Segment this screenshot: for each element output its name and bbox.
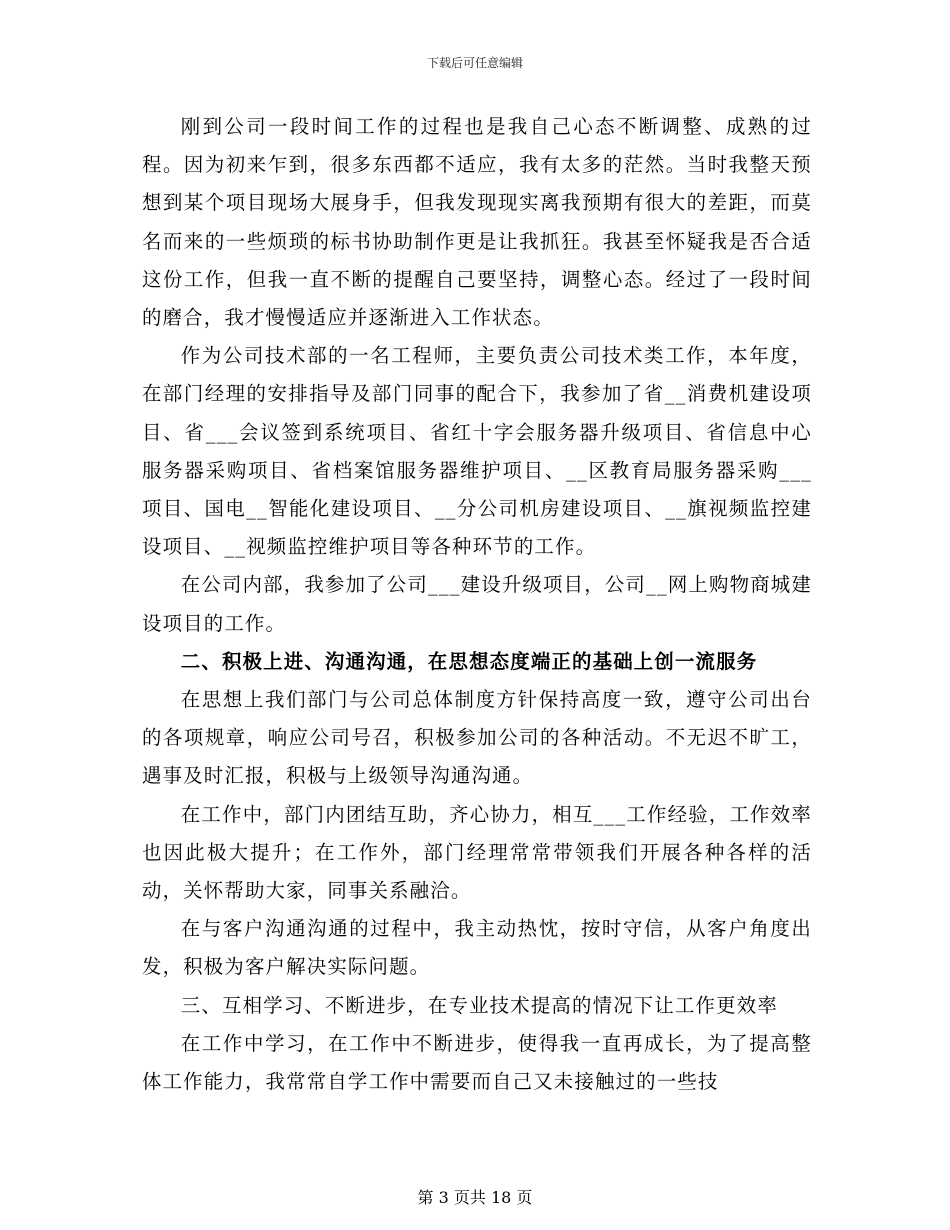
paragraph-learning: 在工作中学习，在工作中不断进步，使得我一直再成长，为了提高整体工作能力，我常常自学工作中需要而自己又未接触过的一些技: [142, 1031, 812, 1094]
paragraph-teamwork: 在工作中，部门内团结互助，齐心协力，相互___工作经验，工作效率也因此极大提升；在工作外，部门经理常常带领我们开展各种各样的活动，关怀帮助大家，同事关系融洽。: [142, 802, 812, 903]
page-header: 下载后可任意编辑: [426, 56, 523, 70]
paragraph-customers: 在与客户沟通沟通的过程中，我主动热忱，按时守信，从客户角度出发，积极为客户解决实际问题。: [142, 917, 812, 979]
paragraph-attitude: 在思想上我们部门与公司总体制度方针保持高度一致，遵守公司出台的各项规章，响应公司号召，积极参加公司的各种活动。不无迟不旷工，遇事及时汇报，积极与上级领导沟通沟通。: [142, 688, 812, 788]
section-heading-3: 三、互相学习、不断进步，在专业技术提高的情况下让工作更效率: [180, 993, 778, 1017]
section-heading-2: 二、积极上进、沟通沟通，在思想态度端正的基础上创一流服务: [180, 649, 758, 673]
paragraph-internal-projects: 在公司内部，我参加了公司___建设升级项目，公司__网上购物商城建设项目的工作。: [142, 573, 812, 635]
page-footer: 第 3 页共 18 页: [417, 1188, 533, 1207]
paragraph-projects: 作为公司技术部的一名工程师，主要负责公司技术类工作，本年度，在部门经理的安排指导及部门同事的配合下，我参加了省__消费机建设项目、省___会议签到系统项目、省红十字会服务器升级项目、省信息中心服务器采购项目、省档案馆服务器维护项目、__区教育局服务器采购___项目、国电__智能化建设项目、__分公司机房建设项目、__旗视频监控建设项目、__视频监控维护项目等各种环节的工作。: [142, 344, 812, 559]
document-body: [142, 108, 812, 1101]
paragraph-mindset: 刚到公司一段时间工作的过程也是我自己心态不断调整、成熟的过程。因为初来乍到，很多东西都不适应，我有太多的茫然。当时我整天预想到某个项目现场大展身手，但我发现现实离我预期有很大的差距，而莫名而来的一些烦琐的标书协助制作更是让我抓狂。我甚至怀疑我是否合适这份工作，但我一直不断的提醒自己要坚持，调整心态。经过了一段时间的磨合，我才慢慢适应并逐渐进入工作状态。: [142, 115, 812, 330]
